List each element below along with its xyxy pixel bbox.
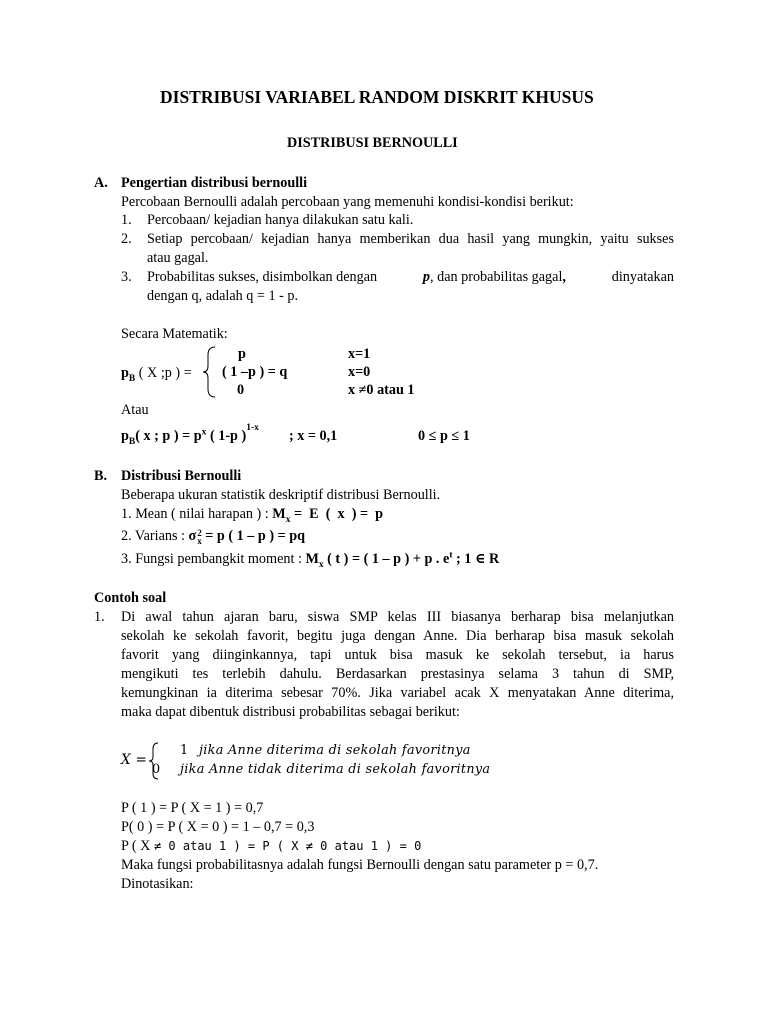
x-equals: X = xyxy=(121,752,148,768)
mgf-rest: ( t ) = ( 1 – p ) + p . e xyxy=(323,551,450,567)
case-value: p xyxy=(238,346,246,362)
section-b-marker: B. xyxy=(94,468,108,484)
pmf-sub: B xyxy=(128,373,136,384)
mean-M: M xyxy=(272,506,286,522)
variance-rest: = p ( 1 – p ) = pq xyxy=(201,528,306,544)
dinotasikan-label: Dinotasikan: xyxy=(121,876,194,892)
case-condition: x=0 xyxy=(348,364,371,380)
section-a-marker: A. xyxy=(94,175,108,191)
case-condition: x=1 xyxy=(348,346,371,362)
example-paragraph-line: maka dapat dibentuk distribusi probabilitas sebagai berikut: xyxy=(121,704,460,720)
case2-value: 0 xyxy=(152,762,161,777)
comma: , xyxy=(562,269,566,285)
variance-line xyxy=(121,527,305,545)
example-paragraph-line: kemungkinan ia diterima sebesar 70%. Jika variabel acak X menyatakan Anne diterima, xyxy=(121,685,674,701)
case-value: ( 1 –p ) = q xyxy=(222,364,288,380)
probability-line xyxy=(121,837,421,855)
mgf-sup: t xyxy=(449,550,453,561)
probability-line: P( 0 ) = P ( X = 0 ) = 1 – 0,7 = 0,3 xyxy=(121,819,315,835)
list-item: Percobaan/ kejadian hanya dilakukan satu kali. xyxy=(147,212,414,228)
variance-sup: 2 xyxy=(197,527,202,538)
pmf2-supx: x xyxy=(201,427,207,438)
mean-rest: = E ( x ) = p xyxy=(290,506,384,522)
pmf2-sub: B xyxy=(128,436,136,447)
pmf2-rest: ( 1-p ) xyxy=(206,428,247,444)
section-a-intro: Percobaan Bernoulli adalah percobaan yang memenuhi kondisi-kondisi berikut: xyxy=(121,194,574,210)
pmf2-mid: ( x ; p ) = p xyxy=(135,428,202,444)
mgf-M: M xyxy=(305,551,319,567)
pmf2-domain: ; x = 0,1 xyxy=(289,428,338,444)
text-span: Probabilitas sukses, disimbolkan dengan xyxy=(147,269,381,285)
pmf-closed-form xyxy=(121,423,259,447)
mean-sub: x xyxy=(285,514,291,525)
example-paragraph-line: favorit yang diinginkannya, tapi untuk bisa masuk ke sekolah tersebut, ia harus xyxy=(121,647,674,663)
text-span: dinyatakan xyxy=(608,269,674,285)
mean-label: 1. Mean ( nilai harapan ) : xyxy=(121,506,273,522)
list-item-continued: atau gagal. xyxy=(147,250,209,266)
variance-sigma: σ xyxy=(188,528,197,544)
pmf-p: p xyxy=(121,365,129,381)
list-number: 1. xyxy=(121,212,132,228)
pne-rest: ≠ 0 atau 1 ) = P ( X ≠ 0 atau 1 ) = 0 xyxy=(153,839,422,853)
case1-value: 1 xyxy=(180,743,189,758)
example-paragraph-line: mengikuti tes terlebih dahulu. Berdasarkan prestasinya selama 3 tahun di SMP, xyxy=(121,666,674,682)
example-paragraph-line: sekolah ke sekolah favorit, begitu juga dengan Anne. Dia berharap bisa masuk sekolah xyxy=(121,628,674,644)
case2-text: jika Anne tidak diterima di sekolah favoritnya xyxy=(180,762,491,777)
pmf2-range: 0 ≤ p ≤ 1 xyxy=(418,428,470,444)
list-item xyxy=(147,268,674,286)
example-paragraph-line: Di awal tahun ajaran baru, siswa SMP kelas III biasanya berharap bisa melanjutkan xyxy=(121,609,674,625)
example-number: 1. xyxy=(94,609,105,625)
list-item: Setiap percobaan/ kejadian hanya memberikan dua hasil yang mungkin, yaitu sukses xyxy=(147,231,674,247)
pmf2-p: p xyxy=(121,428,129,444)
document-title: DISTRIBUSI VARIABEL RANDOM DISKRIT KHUSUS xyxy=(160,87,594,107)
example-heading: Contoh soal xyxy=(94,590,167,606)
variance-sub: x xyxy=(197,535,202,546)
list-number: 2. xyxy=(121,231,132,247)
mgf-line xyxy=(121,550,499,568)
case1-text: jika Anne diterima di sekolah favoritnya xyxy=(199,743,471,758)
mgf-label: 3. Fungsi pembangkit moment : xyxy=(121,551,306,567)
list-number: 3. xyxy=(121,269,132,285)
matematik-label: Secara Matematik: xyxy=(121,326,228,342)
conclusion-line: Maka fungsi probabilitasnya adalah fungsi Bernoulli dengan satu parameter p = 0,7. xyxy=(121,857,599,873)
text-span: , dan probabilitas gagal xyxy=(430,269,563,285)
pmf-lhs xyxy=(121,364,192,382)
mean-line xyxy=(121,505,383,523)
case-value: 0 xyxy=(237,382,245,398)
left-brace-icon xyxy=(202,345,218,399)
list-item-continued: dengan q, adalah q = 1 - p. xyxy=(147,288,299,304)
mgf-sub: x xyxy=(318,559,324,570)
variance-label: 2. Varians : xyxy=(121,528,189,544)
atau-label: Atau xyxy=(121,402,149,418)
probability-line: P ( 1 ) = P ( X = 1 ) = 0,7 xyxy=(121,800,264,816)
pmf-args: ( X ;p ) = xyxy=(135,365,192,381)
section-subtitle: DISTRIBUSI BERNOULLI xyxy=(287,135,458,151)
pmf2-sup: 1-x xyxy=(246,423,259,434)
pne-start: P ( X xyxy=(121,838,154,854)
symbol-p: p xyxy=(422,269,431,285)
case-condition: x ≠0 atau 1 xyxy=(348,382,415,398)
section-b-heading: Distribusi Bernoulli xyxy=(121,468,242,484)
section-a-heading: Pengertian distribusi bernoulli xyxy=(121,175,308,191)
section-b-intro: Beberapa ukuran statistik deskriptif distribusi Bernoulli. xyxy=(121,487,441,503)
mgf-end: ; 1 ∈ R xyxy=(452,551,500,567)
